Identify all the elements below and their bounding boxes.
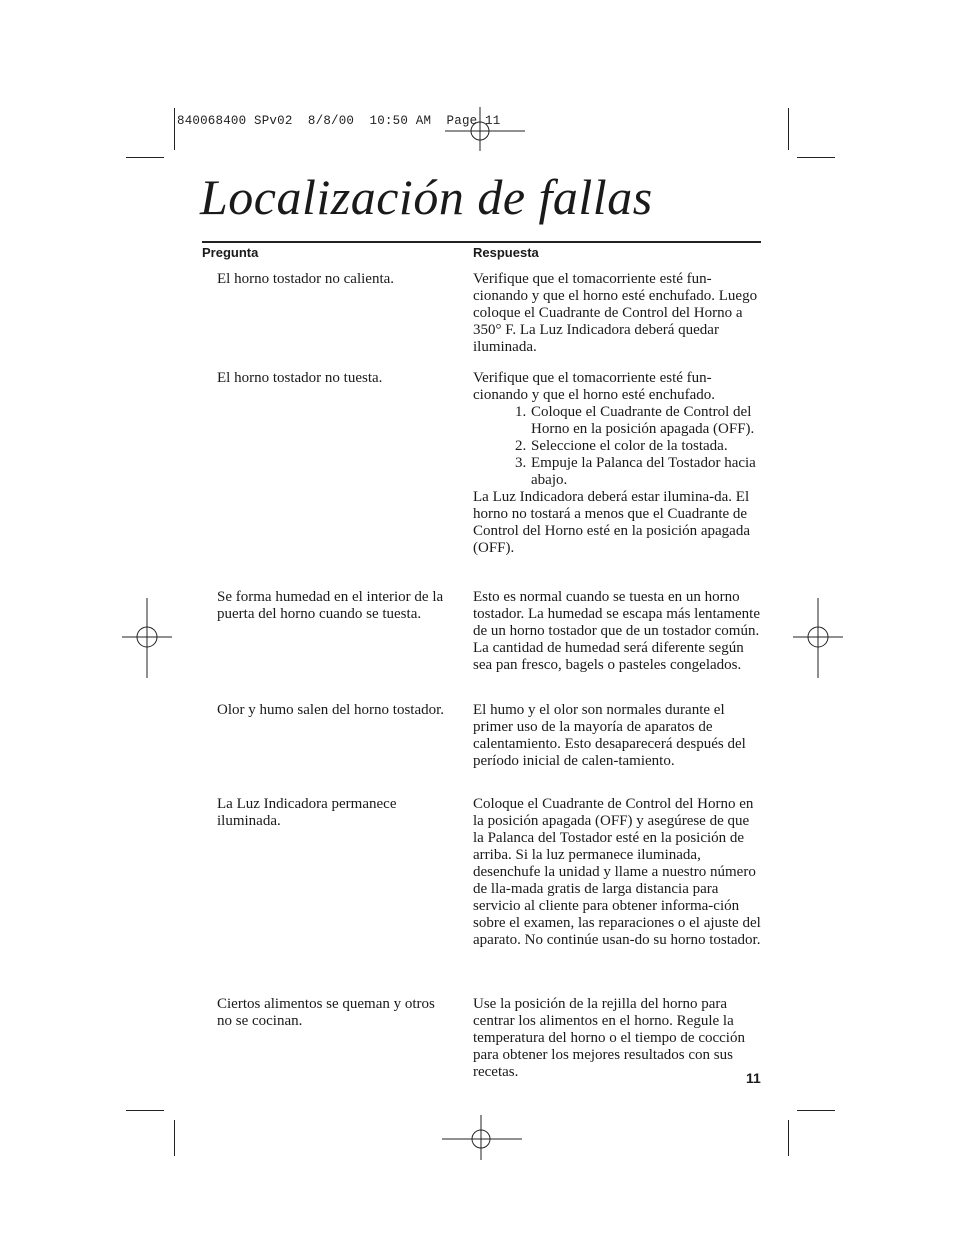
answer-no-toast-intro: Verifique que el tomacorriente esté fun-cionando y que el horno esté enchufado. — [473, 370, 715, 403]
crop-mark-bottom-right-horizontal — [797, 1110, 835, 1111]
list-item: 3. Empuje la Palanca del Tostador hacia abajo. — [515, 455, 756, 488]
crop-mark-bottom-left-vertical — [174, 1120, 175, 1156]
registration-mark-left-icon — [122, 598, 172, 678]
print-slug: 840068400 SPv02 8/8/00 10:50 AM Page 11 — [177, 114, 501, 128]
page-title: Localización de fallas — [200, 169, 653, 225]
registration-mark-bottom-icon — [442, 1115, 522, 1160]
crop-mark-top-right-horizontal — [797, 157, 835, 158]
page-number: 11 — [746, 1070, 761, 1086]
registration-mark-right-icon — [793, 598, 843, 678]
question-smoke-odor: Olor y humo salen del horno tostador. — [217, 702, 445, 718]
list-item: 2. Seleccione el color de la tostada. — [515, 438, 728, 454]
answer-light-stays-on: Coloque el Cuadrante de Control del Horno en la posición apagada (OFF) y asegúrese de que la Palanca del Tostador esté en la posición de arriba. Si la luz permanece iluminada, desenchufe la unidad y llame a nuestro número de lla-mada gratis de larga distancia para servicio al cliente para obtener informa-ción sobre el examen, las reparaciones o el ajuste del aparato. No continúe usan-do su horno tostador. — [473, 796, 761, 948]
crop-mark-top-right-vertical — [788, 108, 789, 150]
column-header-question: Pregunta — [202, 245, 259, 260]
answer-moisture: Esto es normal cuando se tuesta en un horno tostador. La humedad se escapa más lentamente de un horno tostador que de un tostador común. La cantidad de humedad será diferente según sea pan fresco, bagels o pasteles congelados. — [473, 589, 760, 673]
crop-mark-bottom-left-horizontal — [126, 1110, 164, 1111]
question-moisture: Se forma humedad en el interior de la puerta del horno cuando se tuesta. — [217, 589, 444, 622]
question-light-stays-on: La Luz Indicadora permanece iluminada. — [217, 796, 397, 829]
list-item: 1. Coloque el Cuadrante de Control del Horno en la posición apagada (OFF). — [515, 404, 755, 437]
crop-mark-top-left-vertical — [174, 108, 175, 150]
answer-uneven-cooking: Use la posición de la rejilla del horno para centrar los alimentos en el horno. Regule la temperatura del horno o el tiempo de cocción para obtener los mejores resultados con sus recetas. — [473, 996, 745, 1080]
answer-no-toast — [473, 370, 763, 557]
question-no-toast: El horno tostador no tuesta. — [217, 370, 383, 386]
question-no-heat: El horno tostador no calienta. — [217, 271, 395, 287]
answer-no-toast-steps — [473, 404, 763, 489]
crop-mark-bottom-right-vertical — [788, 1120, 789, 1156]
answer-smoke-odor: El humo y el olor son normales durante el primer uso de la mayoría de aparatos de calentamiento. Esto desaparecerá después del período inicial de calen-tamiento. — [473, 702, 746, 769]
answer-no-toast-outro: La Luz Indicadora deberá estar ilumina-da. El horno no tostará a menos que el Cuadrante de Control del Horno esté en la posición apagada (OFF). — [473, 489, 751, 556]
title-rule — [202, 241, 761, 243]
column-header-answer: Respuesta — [473, 245, 539, 260]
registration-mark-top-icon — [445, 105, 525, 155]
crop-mark-top-left-horizontal — [126, 157, 164, 158]
question-uneven-cooking: Ciertos alimentos se queman y otros no se cocinan. — [217, 996, 435, 1029]
answer-no-heat: Verifique que el tomacorriente esté fun-cionando y que el horno esté enchufado. Luego coloque el Cuadrante de Control del Horno a 350° F. La Luz Indicadora deberá quedar iluminada. — [473, 271, 758, 355]
